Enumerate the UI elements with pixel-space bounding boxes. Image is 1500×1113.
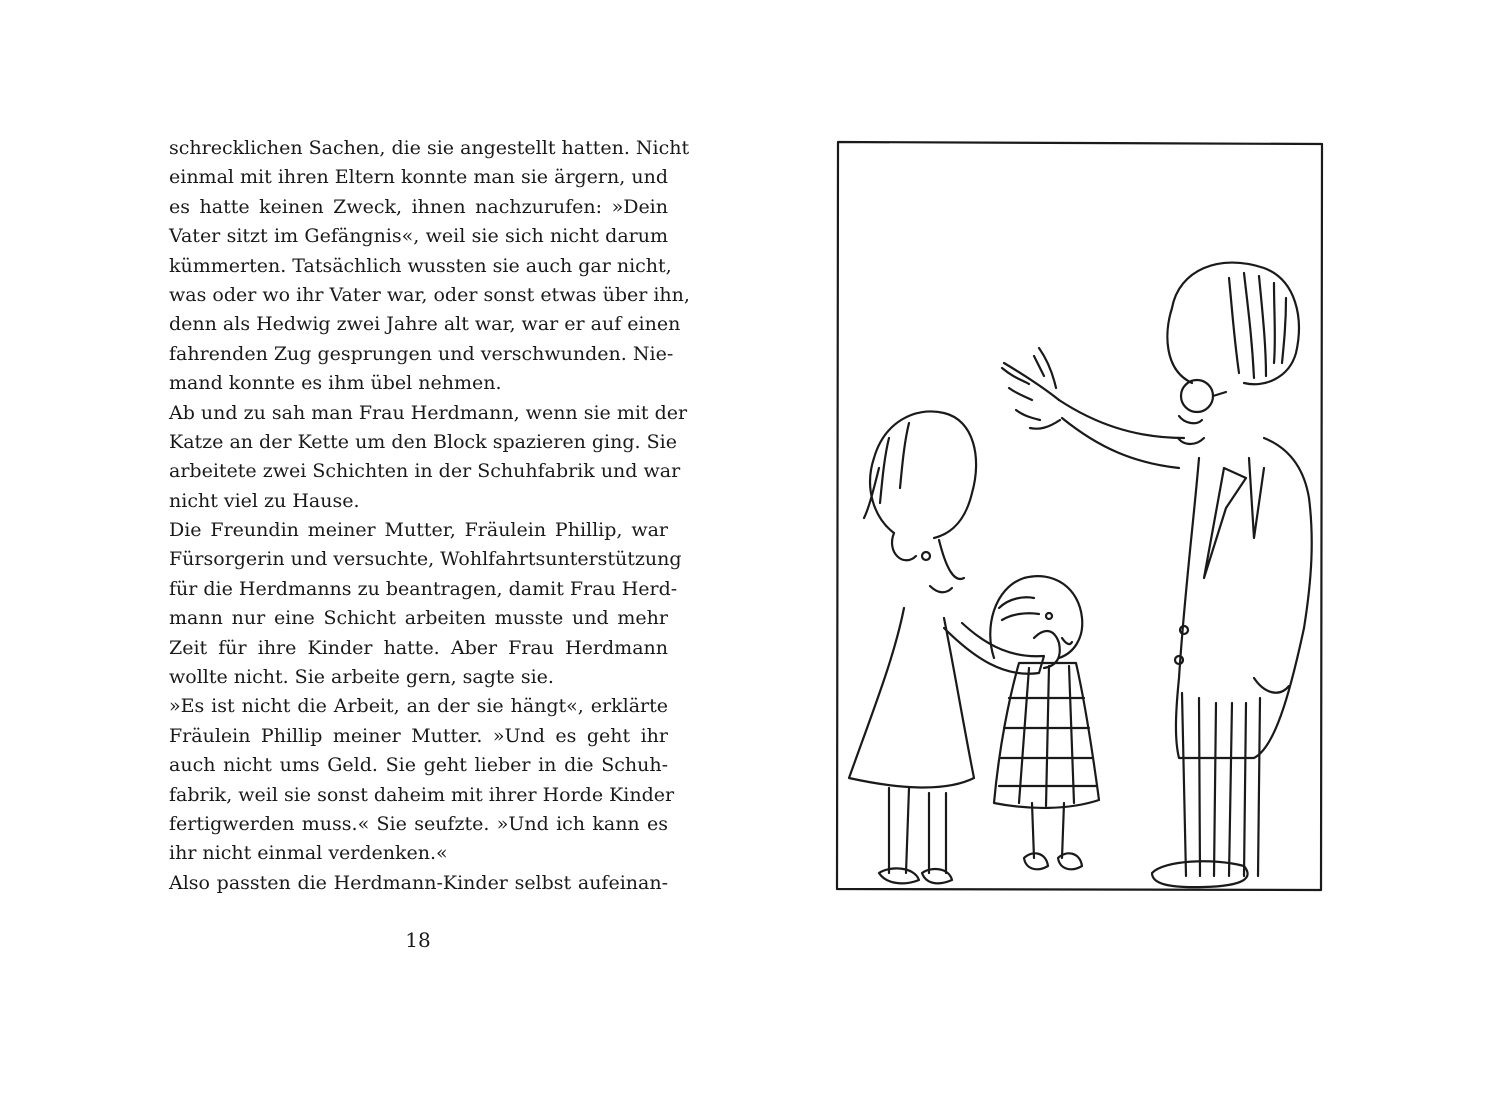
girl-figure xyxy=(870,411,976,538)
text-line: Also passten die Herdmann-Kinder selbst aufeinan- xyxy=(169,871,668,894)
text-line: wollte nicht. Sie arbeite gern, sagte sie. xyxy=(169,666,554,689)
boy-figure xyxy=(990,576,1082,658)
text-line: Ab und zu sah man Frau Herdmann, wenn sie mit der xyxy=(169,401,688,424)
text-line: arbeitete zwei Schichten in der Schuhfabrik und war xyxy=(169,460,681,483)
text-line: mann nur eine Schicht arbeiten musste und mehr xyxy=(169,607,668,630)
text-line: schrecklichen Sachen, die sie angestellt hatten. Nicht xyxy=(169,137,690,159)
text-line: Vater sitzt im Gefängnis«, weil sie sich nicht darum xyxy=(169,225,668,248)
text-line: fabrik, weil sie sonst daheim mit ihrer Horde Kinder xyxy=(169,783,675,806)
text-line: was oder wo ihr Vater war, oder sonst etwas über ihn, xyxy=(169,283,690,306)
illustration-frame xyxy=(837,142,1322,890)
text-line: nicht viel zu Hause. xyxy=(169,489,360,512)
illustration xyxy=(834,138,1326,894)
text-line: Fürsorgerin und versuchte, Wohlfahrtsunterstützung xyxy=(169,548,682,571)
text-line: fertigwerden muss.« Sie seufzte. »Und ich kann es xyxy=(169,812,668,835)
text-line: auch nicht ums Geld. Sie geht lieber in die Schuh- xyxy=(169,754,668,777)
text-line: kümmerten. Tatsächlich wussten sie auch gar nicht, xyxy=(169,254,672,277)
text-line: es hatte keinen Zweck, ihnen nachzurufen: »Dein xyxy=(169,195,668,218)
text-line: Katze an der Kette um den Block spazieren ging. Sie xyxy=(169,430,677,453)
page-text-block xyxy=(169,134,690,898)
text-line: Fräulein Phillip meiner Mutter. »Und es geht ihr xyxy=(169,724,668,747)
illustration-drawing xyxy=(834,138,1326,894)
text-line: einmal mit ihren Eltern konnte man sie ärgern, und xyxy=(169,166,668,189)
text-line: für die Herdmanns zu beantragen, damit Frau Herd- xyxy=(169,577,678,600)
text-line: ihr nicht einmal verdenken.« xyxy=(169,842,448,865)
text-line: denn als Hedwig zwei Jahre alt war, war er auf einen xyxy=(169,313,681,336)
text-line: mand konnte es ihm übel nehmen. xyxy=(169,372,502,395)
text-line: Die Freundin meiner Mutter, Fräulein Phillip, war xyxy=(169,519,668,542)
text-line: fahrenden Zug gesprungen und verschwunden. Nie- xyxy=(169,342,674,365)
text-line: »Es ist nicht die Arbeit, an der sie hängt«, erklärte xyxy=(169,695,668,718)
page-number: 18 xyxy=(405,928,431,952)
text-line: Zeit für ihre Kinder hatte. Aber Frau Herdmann xyxy=(169,636,668,659)
